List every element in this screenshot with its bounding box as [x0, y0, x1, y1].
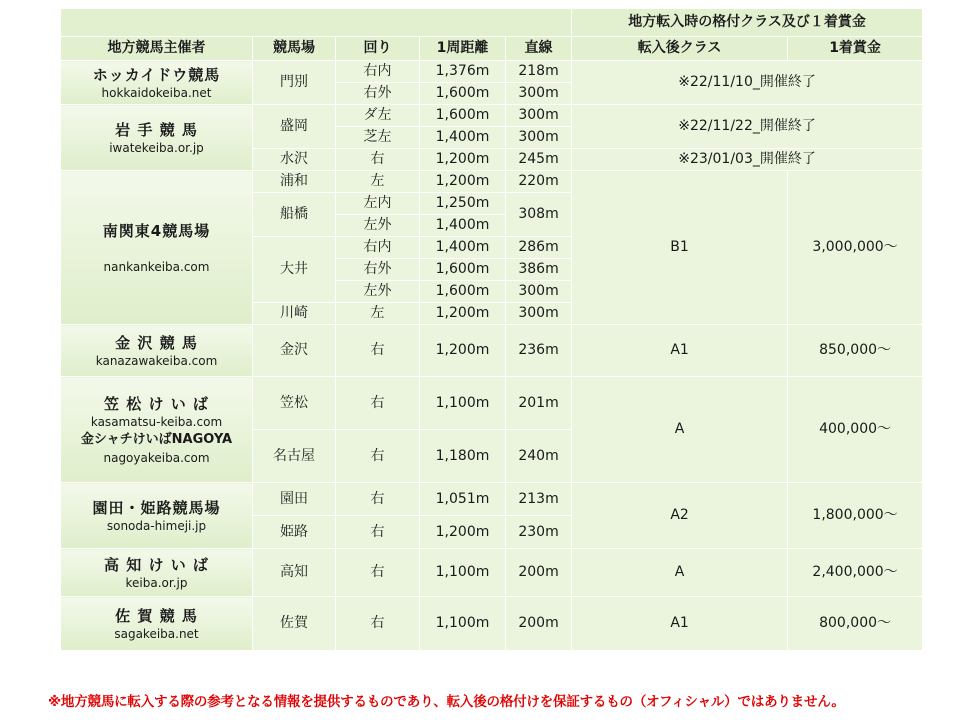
- distance-cell: 1,200m: [420, 516, 506, 549]
- prize-cell: 800,000～: [788, 597, 923, 651]
- straight-cell: 245m: [506, 149, 572, 171]
- distance-cell: 1,100m: [420, 377, 506, 430]
- direction-cell: 右: [336, 516, 420, 549]
- straight-cell: 220m: [506, 171, 572, 193]
- col-first-prize: 1着賞金: [788, 37, 923, 61]
- distance-cell: 1,200m: [420, 325, 506, 377]
- direction-cell: 右: [336, 597, 420, 651]
- distance-cell: 1,400m: [420, 215, 506, 237]
- direction-cell: 右: [336, 430, 420, 483]
- straight-cell: 300m: [506, 303, 572, 325]
- distance-cell: 1,400m: [420, 127, 506, 149]
- direction-cell: 右内: [336, 61, 420, 83]
- straight-cell: 300m: [506, 281, 572, 303]
- org-saga: [61, 597, 253, 651]
- org-url: sagakeiba.net: [114, 626, 199, 641]
- org-iwate: [61, 105, 253, 171]
- straight-cell: 200m: [506, 597, 572, 651]
- straight-cell: 286m: [506, 237, 572, 259]
- straight-cell: 200m: [506, 549, 572, 597]
- direction-cell: 右: [336, 325, 420, 377]
- class-cell: A: [572, 549, 788, 597]
- class-cell: A1: [572, 597, 788, 651]
- distance-cell: 1,100m: [420, 549, 506, 597]
- org-url: kanazawakeiba.com: [95, 353, 218, 368]
- straight-cell: 218m: [506, 61, 572, 83]
- org-kochi: [61, 549, 253, 597]
- org-hokkaido: [61, 61, 253, 105]
- track-cell: 名古屋: [253, 430, 336, 483]
- track-cell: 川崎: [253, 303, 336, 325]
- direction-cell: 右: [336, 149, 420, 171]
- header-group-title: 地方転入時の格付クラス及び１着賞金: [572, 9, 923, 37]
- track-cell: 金沢: [253, 325, 336, 377]
- distance-cell: 1,250m: [420, 193, 506, 215]
- org-kanazawa: [61, 325, 253, 377]
- distance-cell: 1,180m: [420, 430, 506, 483]
- track-cell: 水沢: [253, 149, 336, 171]
- distance-cell: 1,600m: [420, 281, 506, 303]
- class-cell: B1: [572, 171, 788, 325]
- straight-cell: 300m: [506, 127, 572, 149]
- class-cell: A1: [572, 325, 788, 377]
- straight-cell: 230m: [506, 516, 572, 549]
- org-name: 佐 賀 競 馬: [115, 606, 198, 625]
- prize-cell: 850,000～: [788, 325, 923, 377]
- org-url: hokkaidokeiba.net: [101, 85, 212, 100]
- distance-cell: 1,600m: [420, 259, 506, 281]
- col-straight: 直線: [506, 37, 572, 61]
- track-cell: 姫路: [253, 516, 336, 549]
- prize-cell: 400,000～: [788, 377, 923, 483]
- track-cell: 園田: [253, 483, 336, 516]
- col-organizer: 地方競馬主催者: [61, 37, 253, 61]
- straight-cell: 300m: [506, 83, 572, 105]
- header-blank: [61, 9, 572, 37]
- distance-cell: 1,100m: [420, 597, 506, 651]
- track-cell: 佐賀: [253, 597, 336, 651]
- distance-cell: 1,376m: [420, 61, 506, 83]
- prize-cell: 1,800,000～: [788, 483, 923, 549]
- org-name: 園田・姫路競馬場: [92, 498, 221, 517]
- distance-cell: 1,200m: [420, 303, 506, 325]
- direction-cell: 右: [336, 549, 420, 597]
- org-name: ホッカイドウ競馬: [92, 65, 221, 84]
- direction-cell: ダ左: [336, 105, 420, 127]
- org-name: 南関東4競馬場: [102, 221, 211, 240]
- col-track: 競馬場: [253, 37, 336, 61]
- straight-cell: 240m: [506, 430, 572, 483]
- direction-cell: 左内: [336, 193, 420, 215]
- direction-cell: 左: [336, 171, 420, 193]
- straight-cell: 308m: [506, 193, 572, 237]
- org-name: 岩 手 競 馬: [115, 120, 198, 139]
- org-name: 笠 松 け い ば: [104, 394, 209, 413]
- prize-cell: 2,400,000～: [788, 549, 923, 597]
- distance-cell: 1,600m: [420, 105, 506, 127]
- track-cell: 盛岡: [253, 105, 336, 149]
- org-minami-kanto: [61, 171, 253, 325]
- status-note: ※22/11/10_開催終了: [572, 61, 923, 105]
- direction-cell: 右: [336, 483, 420, 516]
- transfer-info-table: [60, 8, 923, 651]
- status-note: ※23/01/03_開催終了: [572, 149, 923, 171]
- direction-cell: 右外: [336, 83, 420, 105]
- col-lap-distance: 1周距離: [420, 37, 506, 61]
- direction-cell: 左: [336, 303, 420, 325]
- straight-cell: 300m: [506, 105, 572, 127]
- direction-cell: 左外: [336, 215, 420, 237]
- straight-cell: 201m: [506, 377, 572, 430]
- status-note: ※22/11/22_開催終了: [572, 105, 923, 149]
- class-cell: A2: [572, 483, 788, 549]
- track-cell: 高知: [253, 549, 336, 597]
- distance-cell: 1,600m: [420, 83, 506, 105]
- disclaimer-footnote: ※地方競馬に転入する際の参考となる情報を提供するものであり、転入後の格付けを保証するもの（オフィシャル）ではありません。: [48, 694, 845, 710]
- track-cell: 笠松: [253, 377, 336, 430]
- prize-cell: 3,000,000～: [788, 171, 923, 325]
- track-cell: 浦和: [253, 171, 336, 193]
- straight-cell: 236m: [506, 325, 572, 377]
- straight-cell: 386m: [506, 259, 572, 281]
- org-url: nagoyakeiba.com: [103, 450, 210, 465]
- org-url: iwatekeiba.or.jp: [109, 140, 204, 155]
- direction-cell: 芝左: [336, 127, 420, 149]
- col-direction: 回り: [336, 37, 420, 61]
- track-cell: 門別: [253, 61, 336, 105]
- direction-cell: 右内: [336, 237, 420, 259]
- direction-cell: 左外: [336, 281, 420, 303]
- class-cell: A: [572, 377, 788, 483]
- org-url: sonoda-himeji.jp: [106, 518, 207, 533]
- org-name: 高 知 け い ば: [104, 555, 209, 574]
- direction-cell: 右外: [336, 259, 420, 281]
- direction-cell: 右: [336, 377, 420, 430]
- distance-cell: 1,051m: [420, 483, 506, 516]
- straight-cell: 213m: [506, 483, 572, 516]
- org-url: kasamatsu-keiba.com: [90, 414, 223, 429]
- track-cell: 船橋: [253, 193, 336, 237]
- org-sonoda-himeji: [61, 483, 253, 549]
- distance-cell: 1,200m: [420, 171, 506, 193]
- org-url: keiba.or.jp: [125, 575, 188, 590]
- distance-cell: 1,400m: [420, 237, 506, 259]
- col-class-after-transfer: 転入後クラス: [572, 37, 788, 61]
- org-name: 金シャチけいばNAGOYA: [80, 431, 233, 447]
- org-tokai: [61, 377, 253, 483]
- org-url: nankankeiba.com: [103, 259, 210, 274]
- track-cell: 大井: [253, 237, 336, 303]
- distance-cell: 1,200m: [420, 149, 506, 171]
- org-name: 金 沢 競 馬: [115, 333, 198, 352]
